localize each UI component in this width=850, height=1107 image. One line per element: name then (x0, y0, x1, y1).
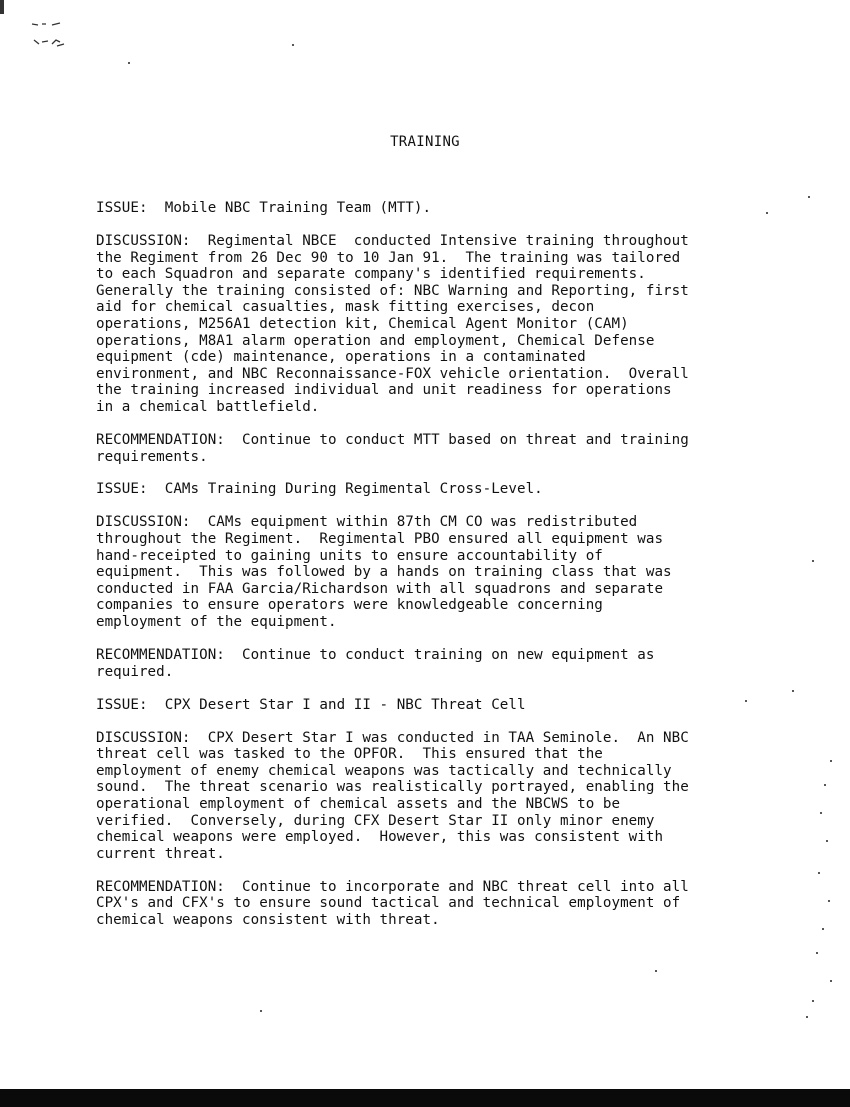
scan-speck (826, 840, 828, 842)
issue-text-line: ISSUE: CAMs Training During Regimental Cross-Level. (96, 481, 543, 498)
recommendation-text-line: chemical weapons consistent with threat. (96, 911, 440, 928)
issue-text-line: ISSUE: Mobile NBC Training Team (MTT). (96, 200, 432, 216)
discussion-text-line: verified. Conversely, during CFX Desert Star II only minor enemy (96, 812, 655, 829)
recommendation-text-line: RECOMMENDATION: Continue to conduct MTT based on threat and training (96, 431, 689, 448)
scan-speck (655, 970, 657, 972)
scan-speck (292, 44, 294, 46)
discussion-text-line: in a chemical battlefield. (96, 398, 320, 415)
scan-speck (824, 784, 826, 786)
scan-speck (260, 1010, 262, 1012)
discussion-text-line: the Regiment from 26 Dec 90 to 10 Jan 91. The training was tailored (96, 249, 681, 266)
discussion-text-line: threat cell was tasked to the OPFOR. This ensured that the (96, 746, 603, 763)
recommendation-paragraph (96, 432, 796, 465)
discussion-text-line: current threat. (96, 845, 225, 862)
scan-bottom-edge (0, 1089, 850, 1107)
discussion-text-line: companies to ensure operators were knowledgeable concerning (96, 597, 603, 614)
issue-text-line: ISSUE: CPX Desert Star I and II - NBC Threat Cell (96, 696, 526, 713)
discussion-paragraph (96, 233, 796, 416)
issue-paragraph (96, 200, 796, 217)
discussion-text-line: equipment. This was followed by a hands on training class that was (96, 564, 672, 581)
discussion-text-line: employment of enemy chemical weapons was tactically and technically (96, 762, 672, 779)
discussion-text-line: hand-receipted to gaining units to ensure accountability of (96, 547, 603, 564)
recommendation-paragraph (96, 647, 796, 680)
scan-speck (128, 62, 130, 64)
scan-speck (808, 196, 810, 198)
document-body (96, 200, 796, 945)
scan-speck (828, 900, 830, 902)
discussion-text-line: to each Squadron and separate company's identified requirements. (96, 266, 646, 283)
scan-speck (830, 760, 832, 762)
discussion-text-line: sound. The threat scenario was realistically portrayed, enabling the (96, 779, 689, 796)
issue-paragraph (96, 481, 796, 498)
scan-speck (812, 560, 814, 562)
discussion-text-line: throughout the Regiment. Regimental PBO ensured all equipment was (96, 531, 664, 548)
discussion-text-line: aid for chemical casualties, mask fitting exercises, decon (96, 299, 595, 316)
recommendation-text-line: CPX's and CFX's to ensure sound tactical and technical employment of (96, 895, 681, 912)
discussion-text-line: chemical weapons were employed. However, this was consistent with (96, 829, 664, 846)
discussion-text-line: employment of the equipment. (96, 614, 337, 631)
discussion-text-line: operations, M8A1 alarm operation and employment, Chemical Defense (96, 332, 655, 349)
scan-speck (816, 952, 818, 954)
page-title: TRAINING (390, 134, 460, 150)
discussion-text-line: DISCUSSION: Regimental NBCE conducted Intensive training throughout (96, 232, 689, 249)
discussion-text-line: operational employment of chemical assets and the NBCWS to be (96, 795, 621, 812)
scan-corner-mark (0, 0, 4, 14)
scan-speck (806, 1016, 808, 1018)
scan-speck (812, 1000, 814, 1002)
discussion-text-line: conducted in FAA Garcia/Richardson with all squadrons and separate (96, 580, 664, 597)
discussion-paragraph (96, 514, 796, 630)
scan-speck (818, 872, 820, 874)
recommendation-text-line: RECOMMENDATION: Continue to incorporate and NBC threat cell into all (96, 878, 689, 895)
scan-speck (822, 928, 824, 930)
scan-speck (745, 700, 747, 702)
discussion-text-line: equipment (cde) maintenance, operations in a contaminated (96, 349, 586, 366)
discussion-text-line: Generally the training consisted of: NBC Warning and Reporting, first (96, 282, 689, 299)
issue-paragraph (96, 697, 796, 714)
scan-scribble-mark (30, 20, 90, 56)
discussion-text-line: operations, M256A1 detection kit, Chemical Agent Monitor (CAM) (96, 315, 629, 332)
recommendation-text-line: RECOMMENDATION: Continue to conduct training on new equipment as (96, 647, 655, 664)
discussion-text-line: DISCUSSION: CAMs equipment within 87th CM CO was redistributed (96, 514, 638, 531)
scan-speck (830, 980, 832, 982)
discussion-text-line: environment, and NBC Reconnaissance-FOX vehicle orientation. Overall (96, 365, 689, 382)
recommendation-paragraph (96, 879, 796, 929)
scan-speck (766, 212, 768, 214)
recommendation-text-line: required. (96, 663, 174, 680)
scan-speck (820, 812, 822, 814)
scan-speck (792, 690, 794, 692)
recommendation-text-line: requirements. (96, 448, 208, 465)
discussion-text-line: DISCUSSION: CPX Desert Star I was conducted in TAA Seminole. An NBC (96, 729, 689, 746)
discussion-text-line: the training increased individual and unit readiness for operations (96, 382, 672, 399)
discussion-paragraph (96, 730, 796, 863)
